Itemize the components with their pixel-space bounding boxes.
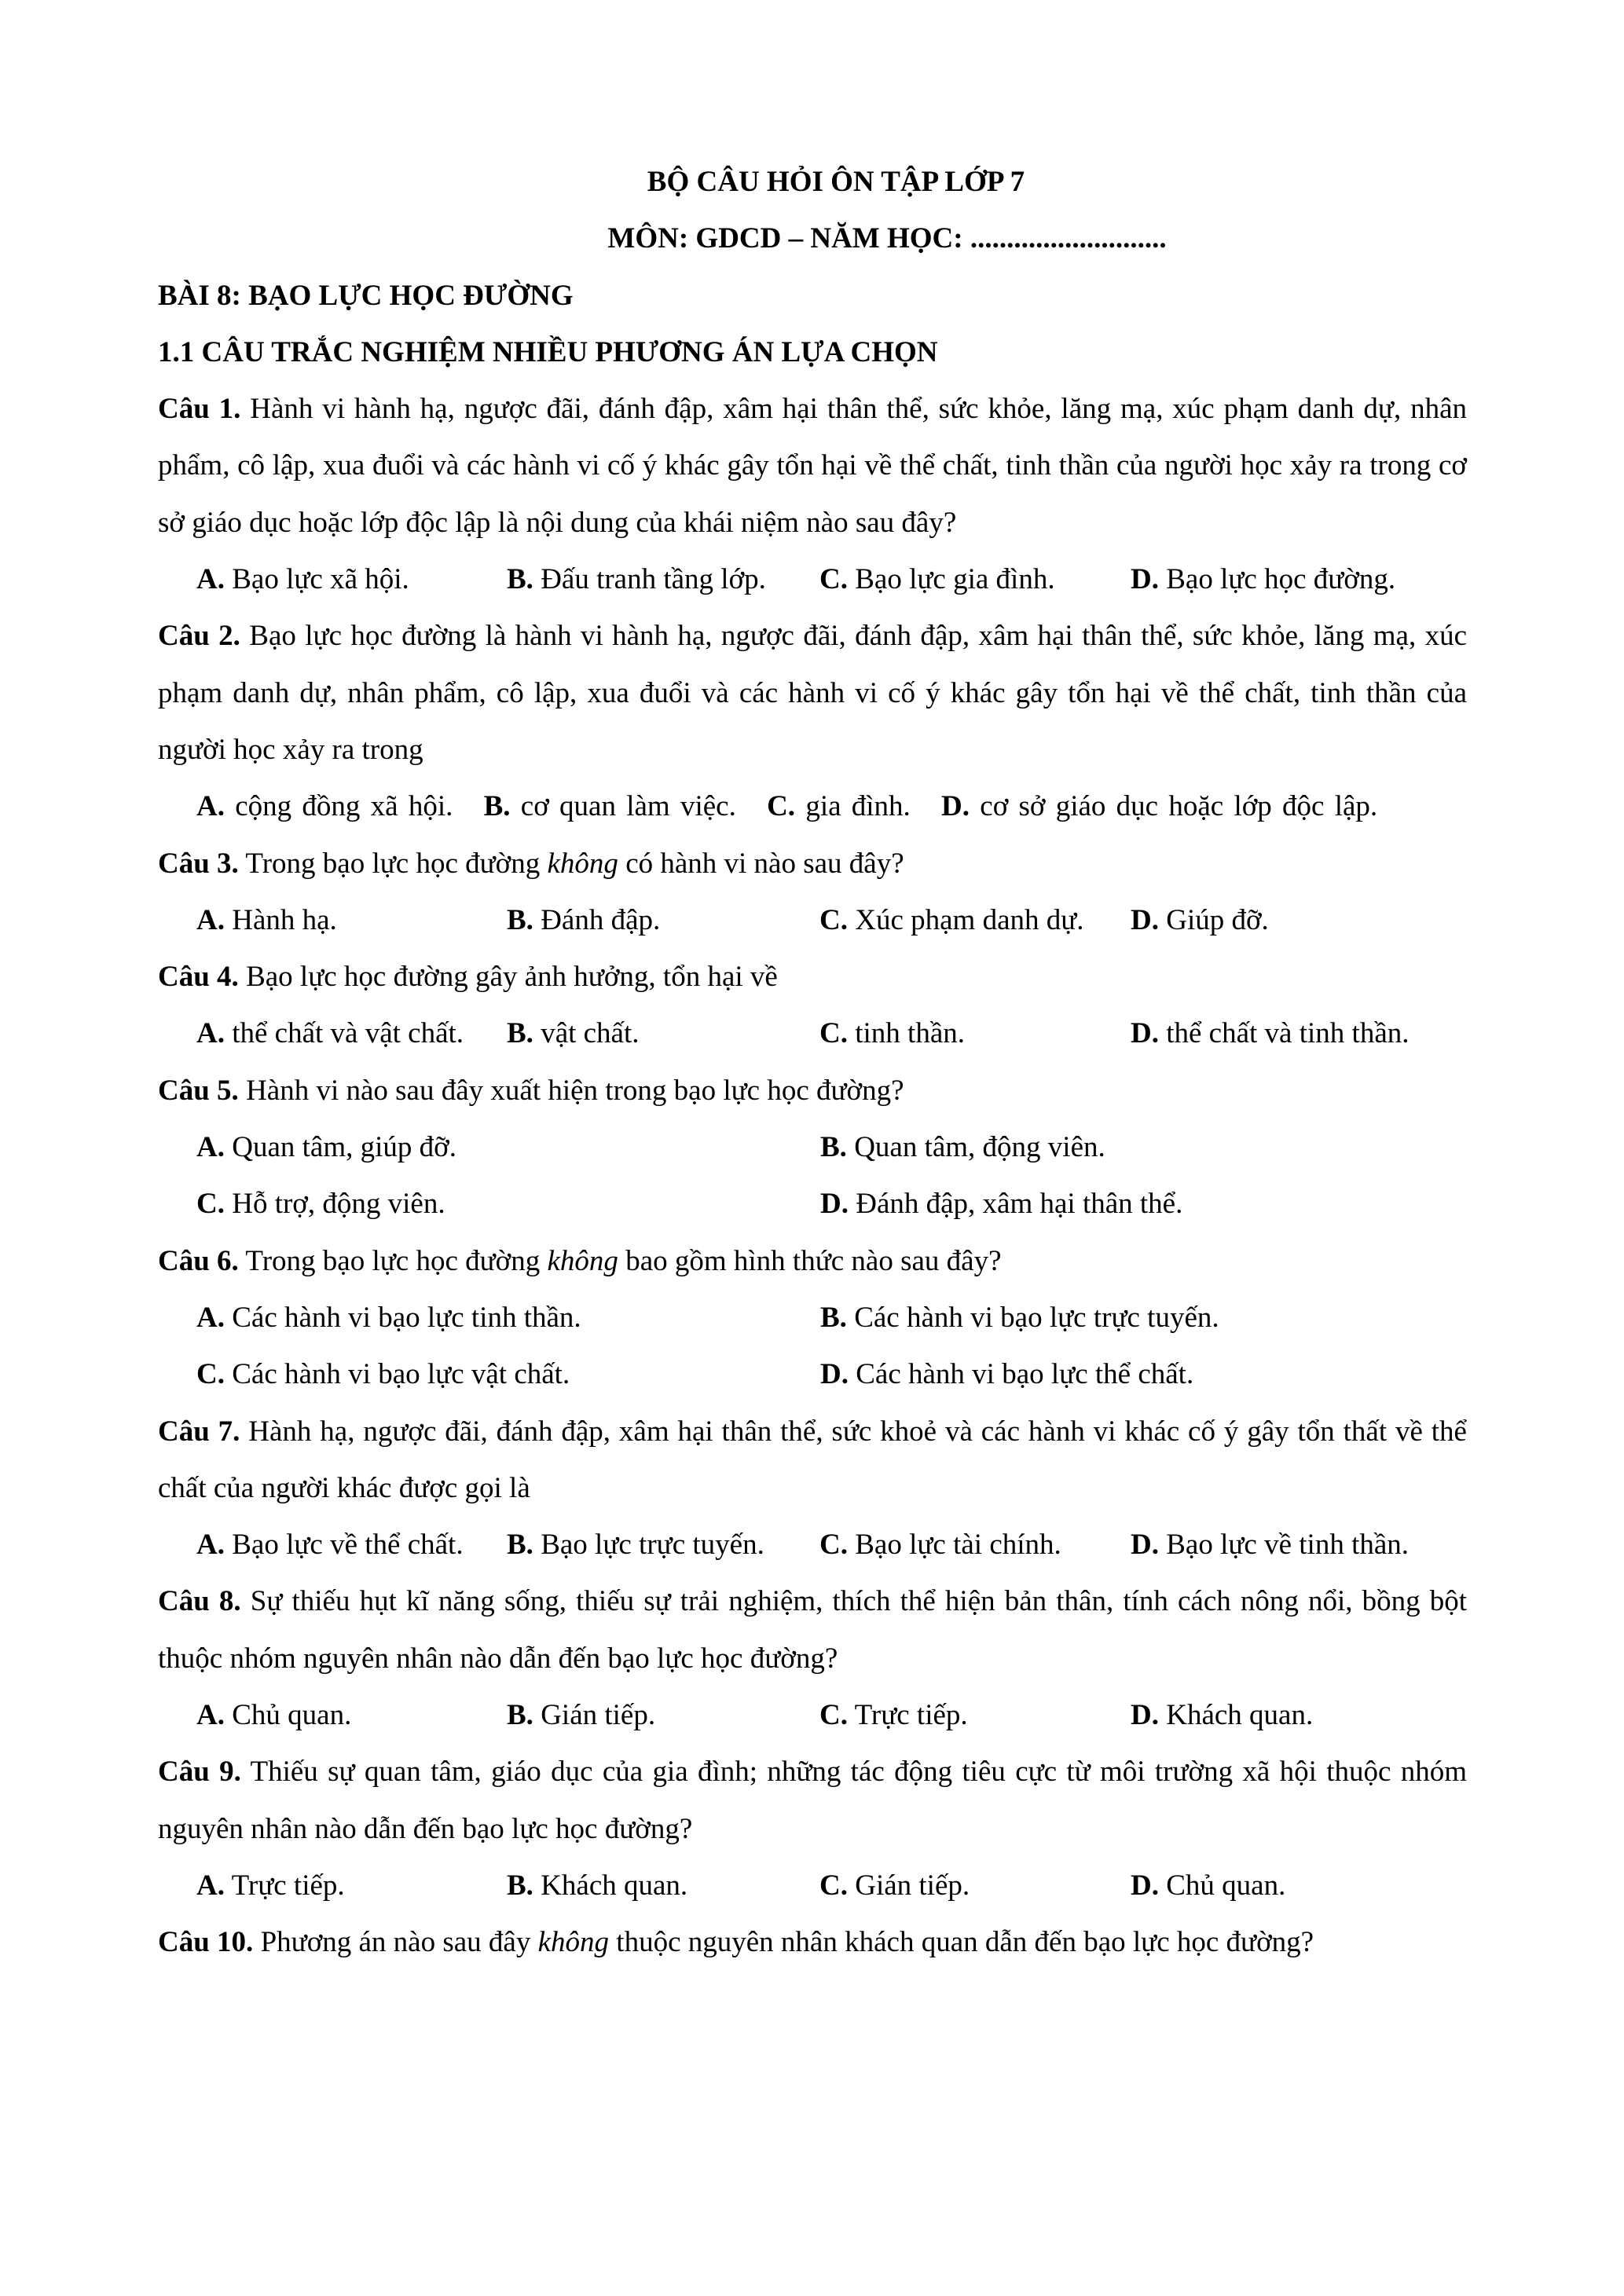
emphasis-text: không [547,1244,618,1277]
question-text-segment: Hành hạ, ngược đãi, đánh đập, xâm hại thân thể, sức khoẻ và các hành vi khác cố ý gây tổn thất về thể chất của người khác được gọi là [158,1415,1467,1504]
option-letter: A. [196,1017,225,1050]
option-letter: B. [820,1301,847,1334]
answer-option [941,790,1377,822]
question-list [158,381,1467,1971]
question-label: Câu 4. [158,961,239,994]
answer-options [158,1005,1467,1062]
question-label: Câu 3. [158,847,239,880]
answer-option [196,1005,507,1062]
question-label: Câu 8. [158,1585,241,1618]
option-letter: B. [820,1131,847,1164]
option-text: Các hành vi bạo lực trực tuyến. [846,1301,1219,1334]
option-text: Các hành vi bạo lực tinh thần. [224,1301,581,1334]
question-text-segment: Hành vi hành hạ, ngược đãi, đánh đập, xâm hại thân thể, sức khỏe, lăng mạ, xúc phạm danh dự, nhân phẩm, cô lập, xua đuổi và các hành vi cố ý khác gây tổn hại về thể chất, tinh thần của người học xảy ra trong cơ sở giáo dục hoặc lớp độc lập là nội dung của khái niệm nào sau đây? [158,393,1467,539]
option-letter: C. [196,1188,225,1221]
option-letter: B. [507,563,533,596]
option-letter: A. [196,1301,225,1334]
question-text [158,836,1467,892]
option-letter: C. [819,1869,848,1902]
answer-option [507,1005,819,1062]
answer-option [196,1517,507,1573]
question-text-segment: Phương án nào sau đây [253,1926,538,1959]
option-text: Bạo lực gia đình. [847,563,1055,596]
option-text: Các hành vi bạo lực thể chất. [848,1358,1194,1391]
option-text: Bạo lực về thể chất. [224,1529,464,1562]
answer-option [507,551,819,608]
answer-options [158,551,1467,608]
option-text: Giúp đỡ. [1158,903,1269,936]
option-letter: A. [196,563,225,596]
option-text: Đánh đập. [533,903,661,936]
answer-option [196,790,453,822]
option-letter: D. [1131,903,1159,936]
question-text-segment: Thiếu sự quan tâm, giáo dục của gia đình; những tác động tiêu cực từ môi trường xã hội thuộc nhóm nguyên nhân nào dẫn đến bạo lực học đường? [158,1756,1467,1845]
section-heading: 1.1 CÂU TRẮC NGHIỆM NHIỀU PHƯƠNG ÁN LỰA CHỌN [158,335,938,368]
option-text: Xúc phạm danh dự. [847,903,1084,936]
answer-options [158,1517,1467,1573]
question-text [158,608,1467,778]
option-letter: C. [819,1699,848,1732]
question-text [158,1914,1467,1971]
option-letter: C. [196,1358,225,1391]
option-text: Gián tiếp. [847,1869,970,1902]
answer-option [819,1517,1131,1573]
option-letter: A. [196,1131,225,1164]
option-letter: D. [1131,1017,1159,1050]
answer-option [819,1687,1131,1744]
option-letter: A. [196,1699,225,1732]
question-label: Câu 6. [158,1244,239,1277]
option-text: Trực tiếp. [847,1699,968,1732]
option-letter: B. [507,1017,533,1050]
question-block [158,1404,1467,1574]
option-text: Quan tâm, giúp đỡ. [224,1131,456,1164]
answer-option [196,1858,507,1914]
answer-option [820,1290,1467,1346]
option-letter: D. [1131,1869,1159,1902]
option-text: Bạo lực về tinh thần. [1158,1529,1410,1562]
emphasis-text: không [547,847,618,880]
answer-option [196,1119,820,1176]
question-text-segment: Hành vi nào sau đây xuất hiện trong bạo lực học đường? [238,1074,904,1107]
option-letter: D. [941,790,970,823]
question-block [158,1744,1467,1914]
answer-option [507,1517,819,1573]
option-text: Hành hạ. [224,903,337,936]
option-letter: D. [1131,1529,1159,1562]
answer-options [158,1119,1467,1233]
option-text: cơ quan làm việc. [510,790,736,823]
answer-option [820,1346,1467,1403]
answer-option [1131,1517,1467,1573]
emphasis-text: không [537,1926,610,1959]
option-text: cơ sở giáo dục hoặc lớp độc lập. [970,790,1378,823]
document-subtitle: MÔN: GDCD – NĂM HỌC: ........................... [607,222,1167,255]
answer-option [196,1346,820,1403]
option-letter: D. [820,1358,849,1391]
option-text: Bạo lực tài chính. [847,1529,1061,1562]
answer-option [196,551,507,608]
option-text: thể chất và tinh thần. [1158,1017,1410,1050]
option-text: Bạo lực học đường. [1158,563,1396,596]
question-text [158,949,1467,1005]
question-block [158,381,1467,608]
option-text: gia đình. [795,790,911,823]
question-text [158,1063,1467,1119]
option-text: Các hành vi bạo lực vật chất. [224,1358,570,1391]
option-letter: B. [507,1529,533,1562]
answer-option [507,892,819,949]
option-letter: C. [819,903,848,936]
question-text-segment: Trong bạo lực học đường [238,1244,548,1277]
option-letter: C. [819,1529,848,1562]
question-text-segment: Trong bạo lực học đường [238,847,548,880]
option-letter: A. [196,1529,225,1562]
answer-option [484,790,736,822]
question-label: Câu 7. [158,1415,240,1448]
answer-option [507,1687,819,1744]
answer-options [158,892,1467,949]
answer-options [158,778,1467,835]
question-label: Câu 5. [158,1074,239,1107]
answer-option [820,1119,1467,1176]
option-text: Chủ quan. [224,1699,352,1732]
option-text: Gián tiếp. [533,1699,656,1732]
question-block [158,1573,1467,1744]
option-letter: A. [196,1869,225,1902]
question-block [158,1914,1467,1971]
question-text [158,1573,1467,1687]
answer-option [507,1858,819,1914]
document-title: BỘ CÂU HỎI ÔN TẬP LỚP 7 [647,166,1025,198]
option-text: Khách quan. [1158,1699,1314,1732]
answer-option [196,1176,820,1232]
question-label: Câu 2. [158,620,240,653]
option-letter: B. [507,903,533,936]
option-letter: A. [196,903,225,936]
answer-options [158,1687,1467,1744]
question-label: Câu 9. [158,1756,241,1789]
question-block [158,1063,1467,1233]
answer-option [1131,551,1467,608]
option-letter: D. [820,1188,849,1221]
question-text-segment: Bạo lực học đường là hành vi hành hạ, ngược đãi, đánh đập, xâm hại thân thể, sức khỏe, lăng mạ, xúc phạm danh dự, nhân phẩm, cô lập, xua đuổi và các hành vi cố ý khác gây tổn hại về thể chất, tinh thần của người học xảy ra trong [158,620,1467,766]
question-label: Câu 1. [158,393,241,426]
question-block [158,949,1467,1063]
question-block [158,836,1467,950]
question-text [158,1233,1467,1290]
option-letter: B. [483,790,511,823]
question-block [158,1233,1467,1404]
question-label: Câu 10. [158,1926,254,1959]
option-letter: B. [507,1869,533,1902]
option-text: Bạo lực xã hội. [224,563,409,596]
answer-options [158,1290,1467,1404]
option-text: Khách quan. [533,1869,688,1902]
answer-option [1131,1858,1467,1914]
question-block [158,608,1467,835]
answer-option [196,892,507,949]
option-text: Chủ quan. [1158,1869,1286,1902]
question-text-segment: thuộc nguyên nhân khách quan dẫn đến bạo lực học đường? [609,1926,1314,1959]
option-text: vật chất. [533,1017,640,1050]
option-text: Bạo lực trực tuyến. [533,1529,764,1562]
lesson-heading: BÀI 8: BẠO LỰC HỌC ĐƯỜNG [158,279,574,312]
question-text [158,1404,1467,1518]
answer-option [820,1176,1467,1232]
answer-option [819,1005,1131,1062]
option-letter: C. [819,563,848,596]
answer-option [1131,1687,1467,1744]
answer-option [819,892,1131,949]
option-text: cộng đồng xã hội. [224,790,453,823]
option-text: Đánh đập, xâm hại thân thể. [848,1188,1183,1221]
option-text: Trực tiếp. [224,1869,345,1902]
question-text [158,1744,1467,1858]
option-text: thể chất và vật chất. [224,1017,464,1050]
option-text: Quan tâm, động viên. [846,1131,1105,1164]
answer-option [819,551,1131,608]
answer-option [196,1687,507,1744]
option-letter: C. [819,1017,848,1050]
option-letter: C. [767,790,796,823]
question-text-segment: Bạo lực học đường gây ảnh hưởng, tổn hại về [238,961,778,994]
answer-option [196,1290,820,1346]
question-text [158,381,1467,551]
question-text-segment: bao gồm hình thức nào sau đây? [618,1244,1002,1277]
option-text: Hỗ trợ, động viên. [224,1188,445,1221]
answer-option [1131,892,1467,949]
option-letter: D. [1131,563,1159,596]
question-text-segment: có hành vi nào sau đây? [618,847,904,880]
option-letter: A. [196,790,225,823]
answer-option [767,790,911,822]
answer-options [158,1858,1467,1914]
document-page [158,154,1467,1972]
option-letter: B. [507,1699,533,1732]
answer-option [1131,1005,1467,1062]
question-text-segment: Sự thiếu hụt kĩ năng sống, thiếu sự trải nghiệm, thích thể hiện bản thân, tính cách nông nổi, bồng bột thuộc nhóm nguyên nhân nào dẫn đến bạo lực học đường? [158,1585,1467,1675]
answer-option [819,1858,1131,1914]
option-text: tinh thần. [847,1017,965,1050]
option-letter: D. [1131,1699,1159,1732]
option-text: Đấu tranh tầng lớp. [533,563,766,596]
